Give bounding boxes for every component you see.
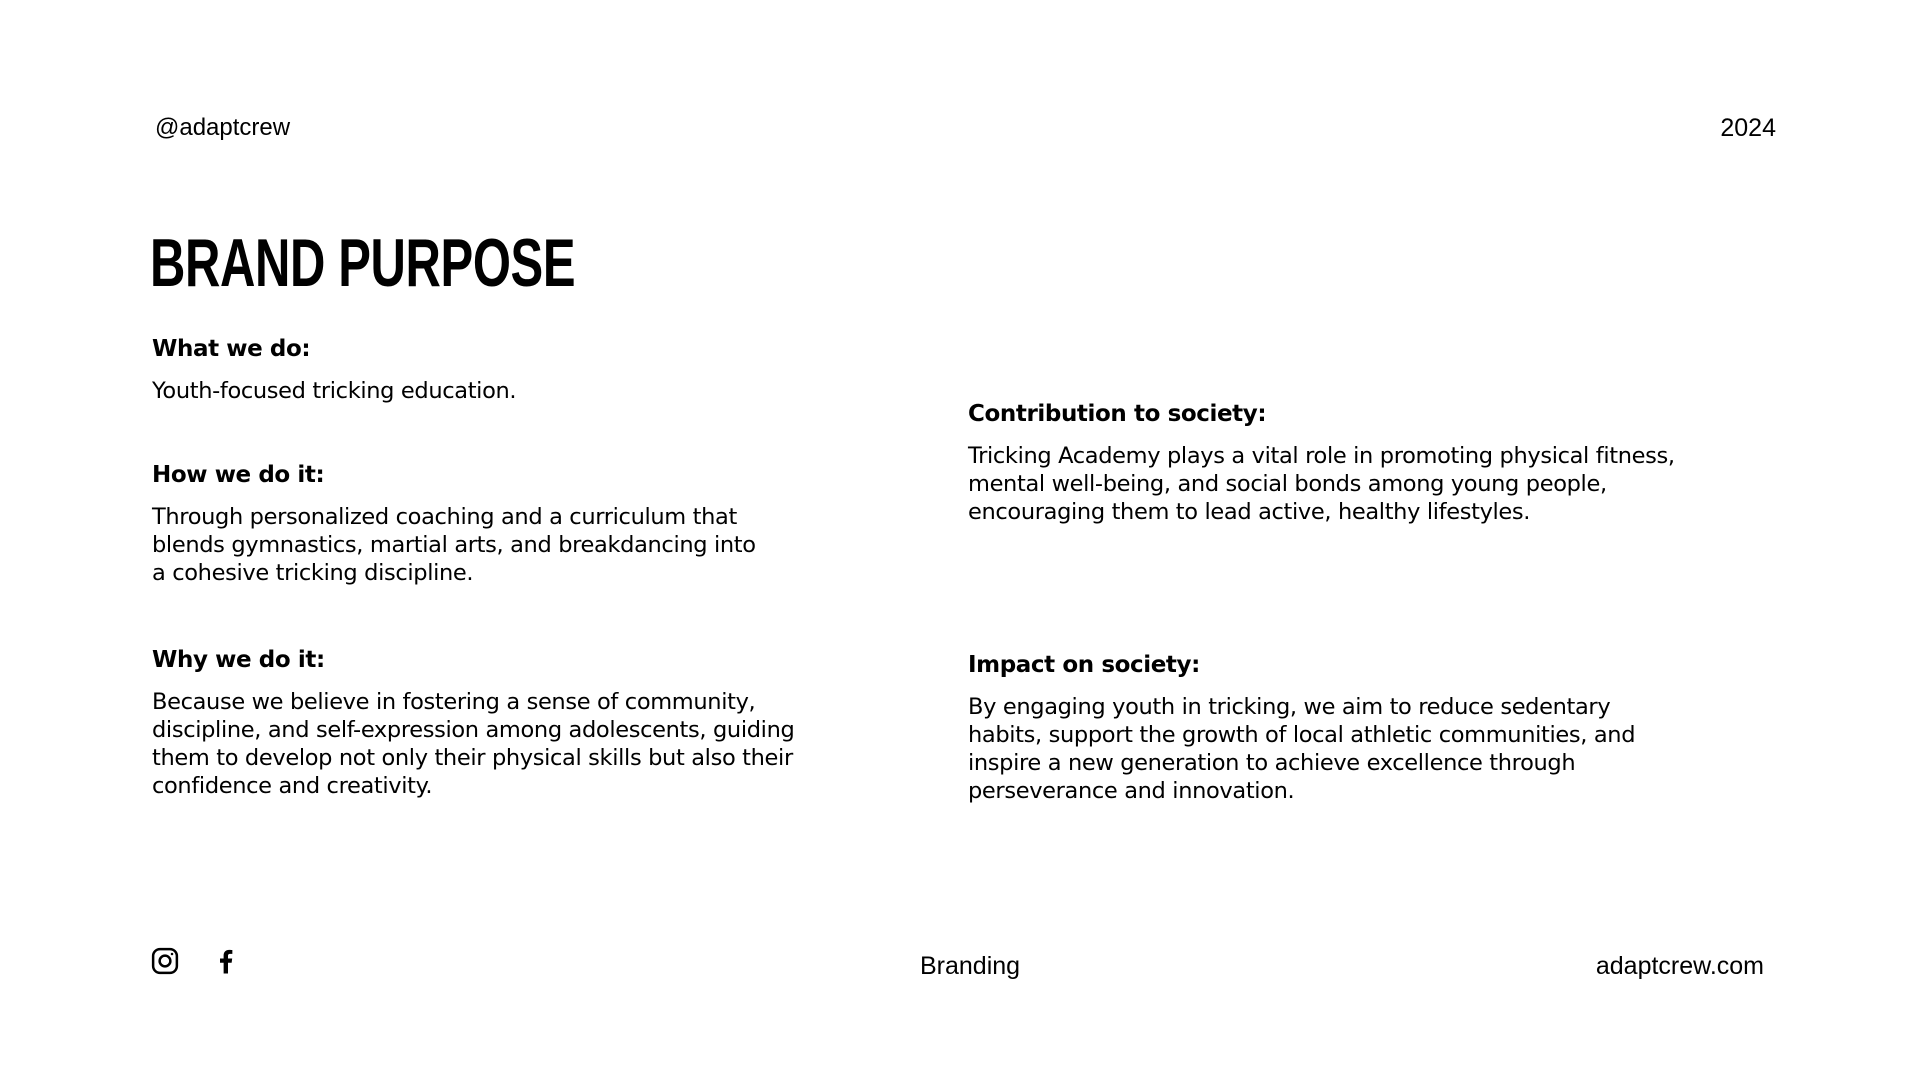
body-line: Through personalized coaching and a curriculum that [152,504,737,530]
section-body [968,442,1675,526]
body-line: inspire a new generation to achieve excellence through [968,750,1576,776]
footer-category-label: Branding [920,952,1021,980]
facebook-icon[interactable] [211,946,241,976]
section-body [152,688,794,800]
section-heading: Impact on society: [968,652,1200,678]
section-heading: Contribution to society: [968,401,1267,427]
instagram-icon[interactable] [150,946,180,976]
year-label: 2024 [1720,114,1776,142]
section-heading: Why we do it: [152,647,325,673]
social-links [150,946,241,976]
body-line: a cohesive tricking discipline. [152,560,474,586]
body-line: them to develop not only their physical skills but also their [152,745,793,771]
body-line: perseverance and innovation. [968,778,1295,804]
section-contribution-to-society [968,400,1675,526]
website-link[interactable]: adaptcrew.com [1595,952,1764,980]
body-line: discipline, and self-expression among adolescents, guiding [152,717,795,743]
page-title: BRAND PURPOSE [150,225,576,301]
body-line: mental well-being, and social bonds among young people, [968,471,1607,497]
body-line: Tricking Academy plays a vital role in promoting physical fitness, [968,443,1675,469]
body-line: Youth-focused tricking education. [152,378,517,404]
body-line: Because we believe in fostering a sense of community, [152,689,756,715]
section-what-we-do [152,335,516,405]
section-why-we-do-it [152,646,794,800]
section-how-we-do-it [152,461,756,587]
section-body [152,377,516,405]
social-handle: @adaptcrew [155,114,291,141]
section-body [968,693,1635,805]
body-line: encouraging them to lead active, healthy lifestyles. [968,499,1531,525]
body-line: habits, support the growth of local athletic communities, and [968,722,1636,748]
section-body [152,503,756,587]
section-heading: How we do it: [152,462,325,488]
body-line: confidence and creativity. [152,773,433,799]
body-line: blends gymnastics, martial arts, and breakdancing into [152,532,756,558]
body-line: By engaging youth in tricking, we aim to reduce sedentary [968,694,1611,720]
section-impact-on-society [968,651,1635,805]
section-heading: What we do: [152,336,311,362]
